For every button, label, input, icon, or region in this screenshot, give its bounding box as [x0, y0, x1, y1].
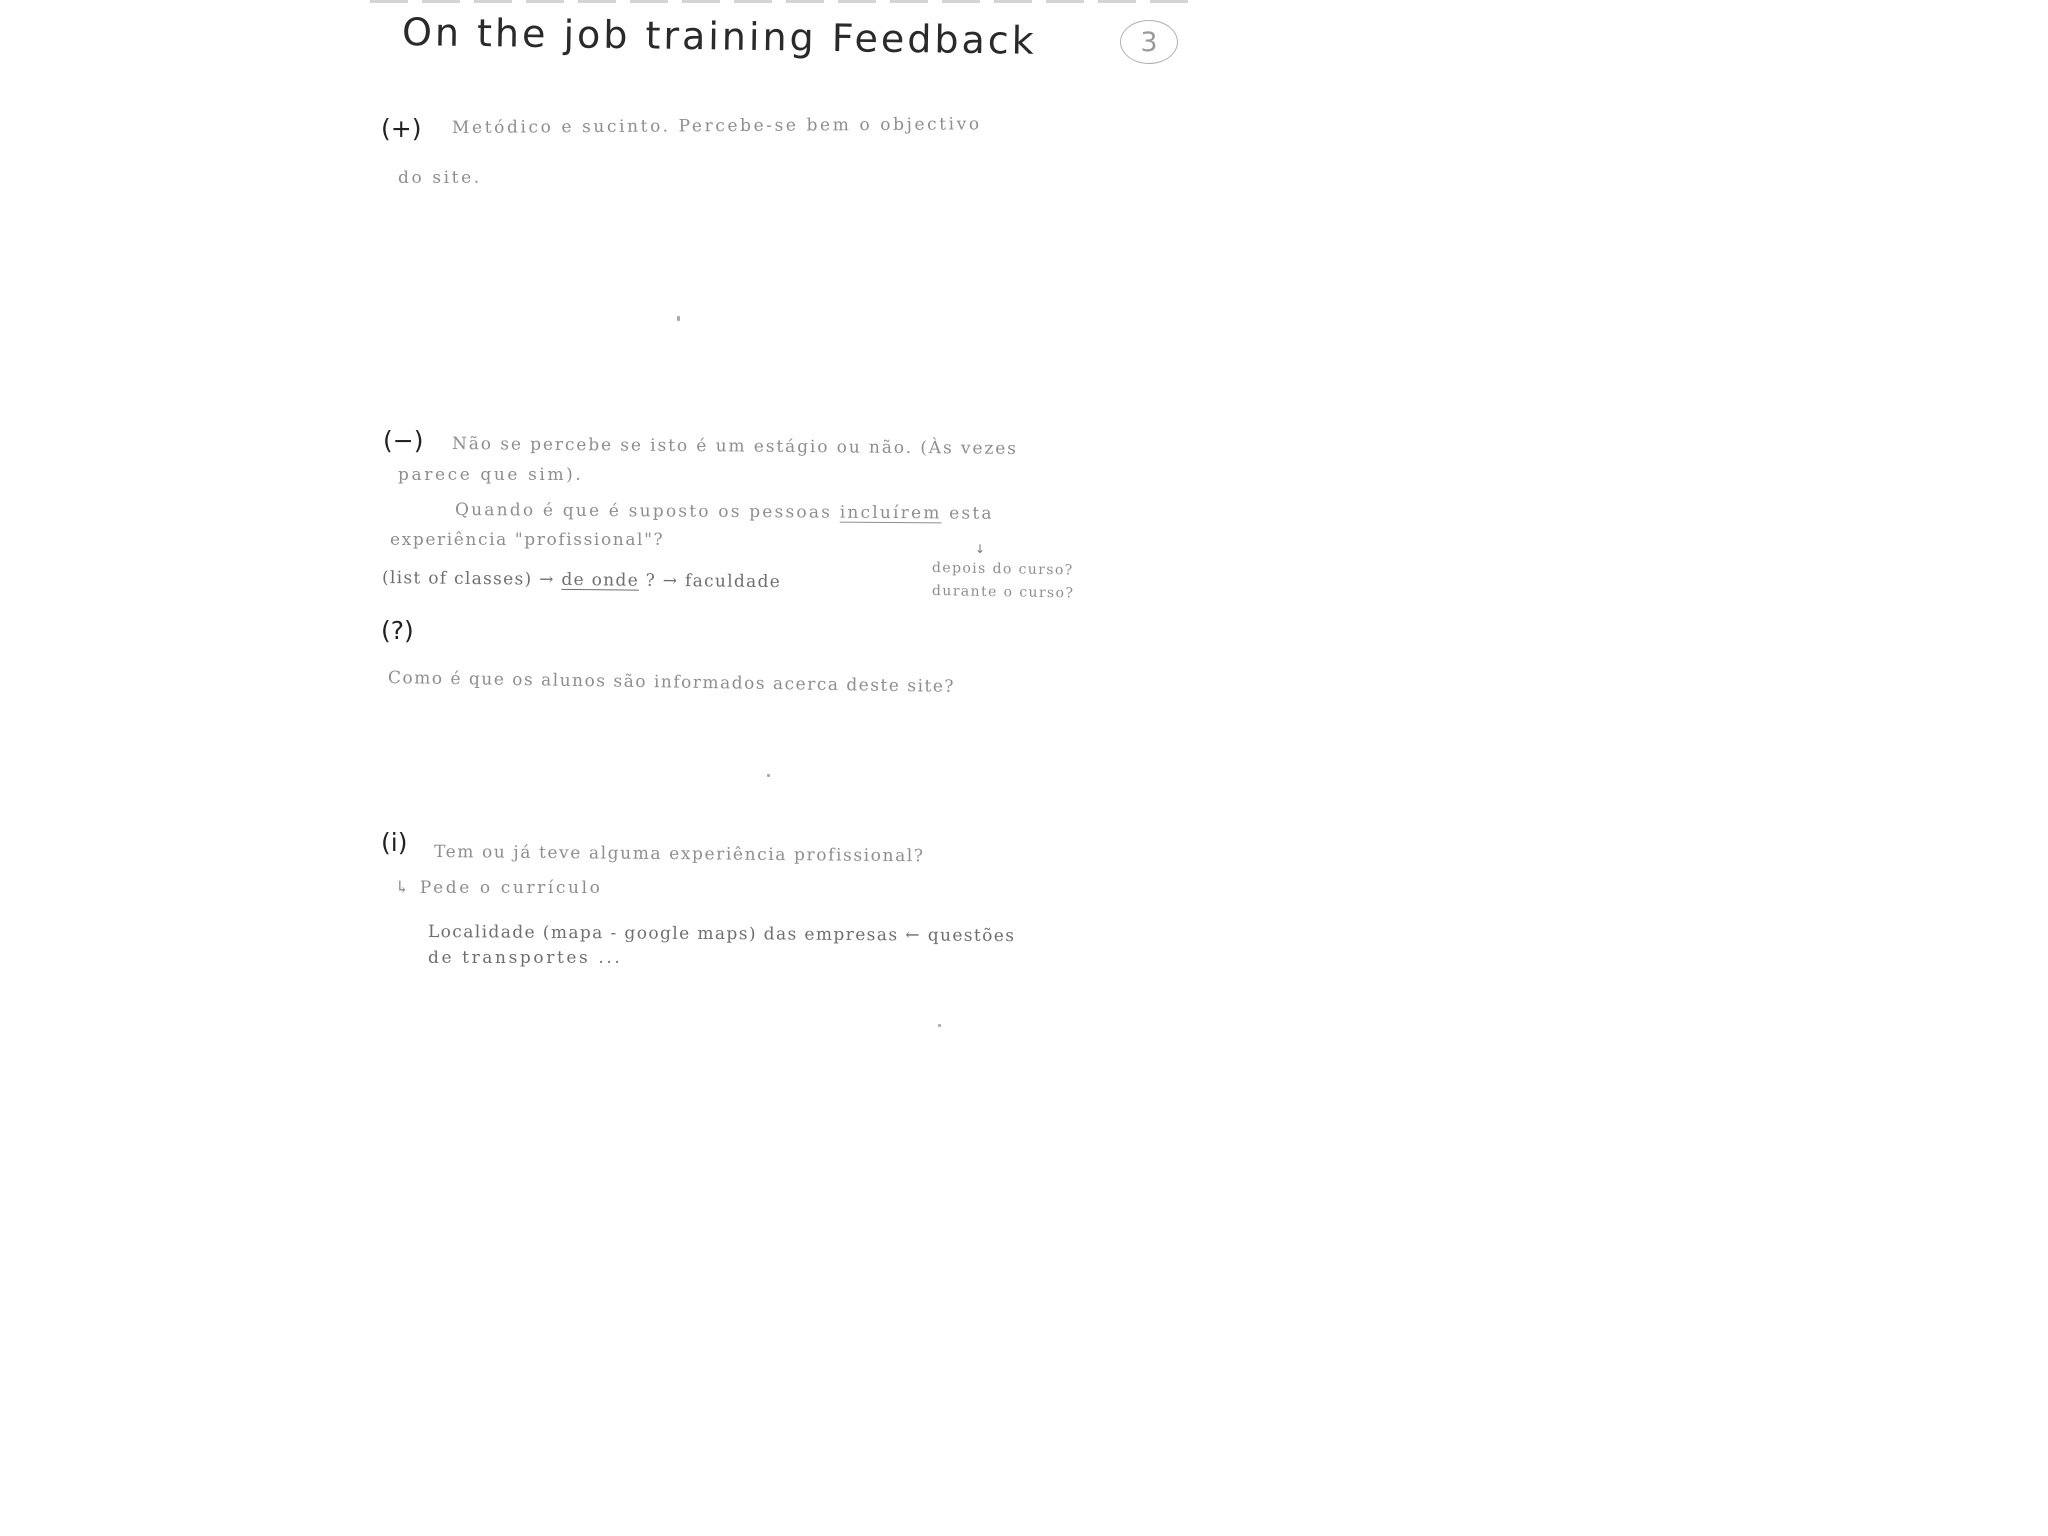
negative-line-3-start: Quando é que é suposto os pessoas — [454, 500, 833, 523]
negative-line-2: parece que sim). — [398, 465, 584, 485]
speck — [677, 316, 680, 321]
negative-line-5 — [382, 568, 781, 592]
page-number — [1120, 20, 1178, 64]
positive-marker: (+) — [381, 114, 422, 143]
page-number-label: 3 — [1140, 26, 1158, 58]
negative-line-5-end: ? → faculdade — [645, 570, 782, 593]
info-line-2: ↳ Pede o currículo — [395, 878, 603, 898]
speck — [938, 1024, 941, 1027]
positive-line-2: do site. — [398, 168, 482, 188]
info-line-4: de transportes ... — [428, 948, 623, 968]
negative-line-1: Não se percebe se isto é um estágio ou não. (Às vezes — [451, 434, 1018, 459]
negative-aside-2: durante o curso? — [931, 583, 1075, 602]
negative-line-5-start: (list of classes) → — [381, 568, 555, 590]
question-marker: (?) — [381, 616, 414, 645]
negative-line-4: experiência "profissional"? — [390, 530, 665, 550]
negative-line-5-underlined: de onde — [561, 569, 640, 591]
down-arrow-icon: ↓ — [975, 542, 986, 556]
negative-line-3-underlined: incluírem — [839, 502, 942, 524]
info-marker: (i) — [381, 828, 408, 857]
speck — [767, 774, 770, 777]
positive-line-1: Metódico e sucinto. Percebe-se bem o objectivo — [451, 114, 982, 138]
negative-aside-1: depois do curso? — [931, 560, 1074, 579]
negative-line-3 — [455, 500, 994, 524]
negative-marker: (−) — [383, 426, 424, 455]
scan-edge-mark — [370, 0, 1200, 3]
page-title: On the job training Feedback — [401, 10, 1038, 63]
info-line-3: Localidade (mapa - google maps) das empresas ← questões — [427, 922, 1016, 947]
negative-line-3-end: esta — [949, 503, 994, 524]
question-line-1: Como é que os alunos são informados acerca deste site? — [387, 668, 956, 697]
info-line-1: Tem ou já teve alguma experiência profissional? — [433, 842, 925, 867]
